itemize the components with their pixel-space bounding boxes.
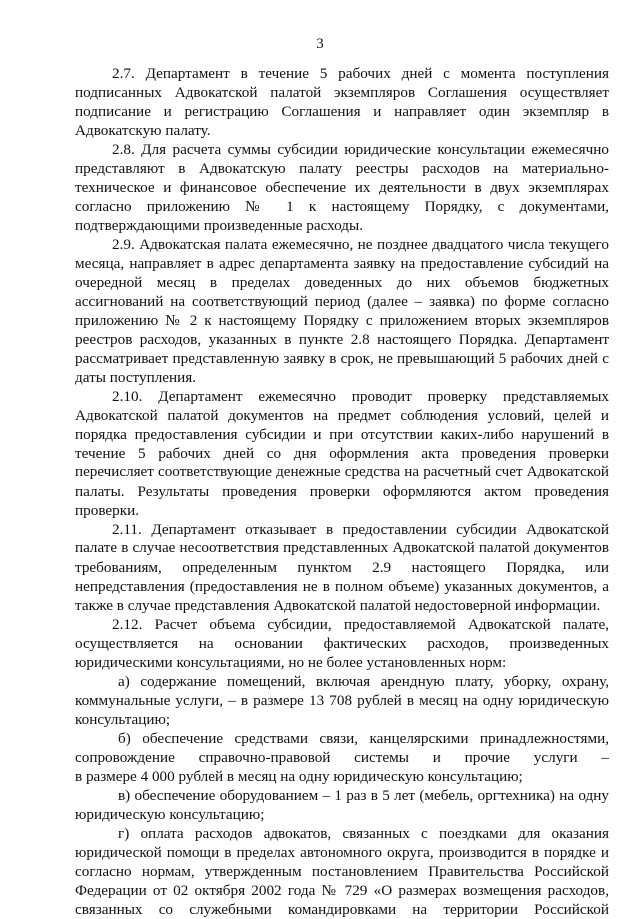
text-line: требованиям, определенным пунктом 2.9 настоящего Порядка, или xyxy=(75,559,609,576)
text-line: рассматривает представленную заявку в срок, не превышающий 5 рабочих дней с xyxy=(75,350,609,367)
text-line: представляют в Адвокатскую палату реестры расходов на материально- xyxy=(75,160,609,177)
text-line: 2.8. Для расчета суммы субсидии юридические консультации ежемесячно xyxy=(112,141,609,158)
text-line: связанных со служебными командировками на территории Российской xyxy=(75,901,609,918)
text-line: согласно приложению № 1 к настоящему Порядку, с документами, xyxy=(75,198,609,215)
text-line: сопровождение справочно-правовой системы и прочие услуги – xyxy=(75,749,609,766)
text-line: порядка предоставления субсидии и при отсутствии каких-либо нарушений в xyxy=(75,426,609,443)
text-line: очередной месяц в пределах доведенных до них объемов бюджетных xyxy=(75,274,609,291)
text-line: б) обеспечение средствами связи, канцелярскими принадлежностями, xyxy=(118,730,609,747)
text-line: в) обеспечение оборудованием – 1 раз в 5 лет (мебель, оргтехника) на одну xyxy=(118,787,609,804)
text-line: непредставления (предоставления не в полном объеме) указанных документов, а xyxy=(75,578,609,595)
text-line: даты поступления. xyxy=(75,369,197,386)
page-number: 3 xyxy=(316,36,324,52)
text-line: а) содержание помещений, включая арендную плату, уборку, охрану, xyxy=(118,673,609,690)
text-line: Адвокатскую палату. xyxy=(75,122,211,139)
text-line: 2.12. Расчет объема субсидии, предоставляемой Адвокатской палате, xyxy=(112,616,609,633)
text-line: подписание и регистрацию Соглашения и направляет один экземпляр в xyxy=(75,103,609,120)
text-line: согласно нормам, утвержденным постановлением Правительства Российской xyxy=(75,863,609,880)
text-line: месяца, направляет в адрес департамента заявку на предоставление субсидий на xyxy=(75,255,609,272)
text-line: палате в случае несоответствия представленных Адвокатской палатой документов xyxy=(75,540,609,556)
text-line: юридическую консультацию; xyxy=(75,806,265,823)
text-line: ассигнований на соответствующий период (далее – заявка) по форме согласно xyxy=(75,293,609,310)
text-line: 2.11. Департамент отказывает в предоставлении субсидии Адвокатской xyxy=(112,521,609,538)
text-line: коммунальные услуги, – в размере 13 708 рублей в месяц на одну юридическую xyxy=(75,692,609,709)
text-line: перечисляет соответствующие денежные средства на расчетный счет Адвокатской xyxy=(75,464,609,480)
text-line: подтверждающими произведенные расходы. xyxy=(75,217,364,234)
text-line: Адвокатской палатой документов на предмет соблюдения условий, целей и xyxy=(75,407,609,424)
text-line: течение 5 рабочих дней со дня оформления акта проведения проверки xyxy=(75,445,609,462)
text-line: приложению № 2 к настоящему Порядку с приложением вторых экземпляров xyxy=(75,312,609,329)
text-line: реестров расходов, указанных в пункте 2.8 настоящего Порядка. Департамент xyxy=(75,331,609,348)
text-line: подписанных Адвокатской палатой экземпляров Соглашения осуществляет xyxy=(75,84,609,101)
text-line: техническое и финансовое обеспечение их деятельности в двух экземплярах xyxy=(75,179,609,196)
text-line: осуществляется на основании фактических расходов, произведенных xyxy=(75,635,609,652)
text-line: Федерации от 02 октября 2002 года № 729 «О размерах возмещения расходов, xyxy=(75,882,609,899)
text-line: в размере 4 000 рублей в месяц на одну юридическую консультацию; xyxy=(75,768,523,785)
text-line: также в случае представления Адвокатской палатой недостоверной информации. xyxy=(75,597,601,614)
text-line: 2.9. Адвокатская палата ежемесячно, не позднее двадцатого числа текущего xyxy=(112,236,609,253)
text-line: палаты. Результаты проведения проверки оформляются актом проведения xyxy=(75,483,609,500)
text-line: проверки. xyxy=(75,502,140,519)
text-line: консультацию; xyxy=(75,711,171,728)
text-line: 2.7. Департамент в течение 5 рабочих дней с момента поступления xyxy=(112,65,609,82)
text-line: юридической помощи в пределах автономного округа, производится в порядке и xyxy=(75,844,609,861)
text-line: юридическими консультациями, но не более установленных норм: xyxy=(75,654,507,671)
text-line: 2.10. Департамент ежемесячно проводит проверку представляемых xyxy=(112,388,609,405)
text-line: г) оплата расходов адвокатов, связанных с поездками для оказания xyxy=(118,825,609,842)
